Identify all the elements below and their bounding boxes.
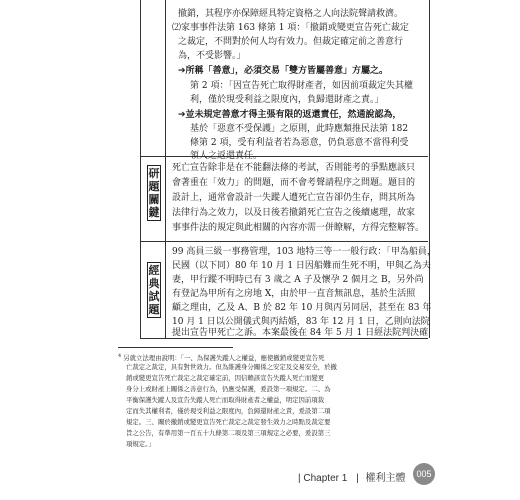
classic-line-1: 99 高員三級一事務管理，103 地特三等一一般行政：「甲為船員， bbox=[172, 247, 436, 257]
classic-line-3: 妻，甲行蹤不明時已有 3 歲之 A 子及懷孕 2 個月之 B，另外尚 bbox=[172, 275, 424, 285]
classic-line-7: 提出宣告甲死亡之訴。本案最後在 84 年 5 月 1 日經法院判決確 bbox=[172, 328, 429, 338]
footnote-line-2: 亡裁定之裁定，具有對世效力。但為維護身分關係之安定及交易安全，於撤 bbox=[126, 363, 337, 371]
arrow-icon: ➔ bbox=[178, 110, 186, 120]
upper-line-1: 撤銷，其程序亦保障經具特定資格之人向法院聲請救濟。 bbox=[178, 9, 404, 19]
page-number: 005 bbox=[416, 469, 432, 479]
upper-line-6: 第 2 項：「因宣告死亡取得財產者，如因前項裁定失其權 bbox=[190, 81, 413, 91]
chapter-number: Chapter 1 bbox=[303, 473, 348, 484]
row-divider-1 bbox=[140, 156, 428, 157]
classic-question-label-text: 經典試題 bbox=[148, 264, 160, 316]
footnote-line-8: 旨之公告，有準用第一百五十九條第二項及第三項規定之必要，爰設第三 bbox=[126, 429, 331, 437]
arrow-icon: ➔ bbox=[178, 66, 186, 76]
footnote-mark: 4 bbox=[118, 353, 122, 359]
footnote-line-7: 規定。三、關於撤銷或變更宣告死亡裁定之裁定發生效力之時點及裁定要 bbox=[126, 418, 331, 426]
upper-line-11: 領人之返還責任。 bbox=[190, 151, 263, 161]
research-line-3: 設計上，通常會設計一失蹤人遭死亡宣告卻仍生存，問其所為 bbox=[172, 193, 416, 203]
running-footer bbox=[298, 469, 405, 484]
table-column-divider bbox=[165, 0, 166, 338]
classic-question-label bbox=[147, 262, 161, 318]
upper-line-5 bbox=[178, 65, 388, 77]
footnote-line-6: 定而失其權利者，僅於現受利益之限度內，負歸還財產之責，爰設第二項 bbox=[126, 407, 331, 415]
upper-line-3: 之裁定，不問對於何人均有效力。但裁定確定前之善意行 bbox=[178, 37, 404, 47]
research-line-1: 死亡宣告除非是在不能翻法條的考試，否則能考的爭點應該只 bbox=[172, 163, 416, 173]
footnote-line-5: 平衡保護失蹤人及宣告失蹤人死亡而取得財產者之權益，明定因前項裁 bbox=[126, 396, 325, 404]
research-line-2: 會著重在「效力」的問題，而不會考聲請程序之問題。題目的 bbox=[172, 178, 416, 188]
good-faith-note: 所稱「善意」，必須交易「雙方皆屬善意」方屬之。 bbox=[185, 66, 389, 76]
classic-line-2: 民國（以下同）80 年 10 月 1 日因船難而生死不明，甲與乙為夫 bbox=[172, 261, 431, 271]
chapter-title: 權利主體 bbox=[365, 473, 406, 484]
upper-line-8 bbox=[178, 109, 402, 121]
footnote-line-3: 銷或變更宣告死亡裁定之裁定確定前，因信賴該宣告失蹤人死亡而變更 bbox=[126, 374, 325, 382]
footnote-line-9: 項規定。」 bbox=[126, 440, 155, 448]
upper-line-10: 條第 2 項，受有利益者若為惡意，仍負惡意不當得利受 bbox=[190, 138, 409, 148]
page-number-badge bbox=[413, 463, 435, 485]
upper-line-2: ⑵家事事件法第 163 條第 1 項：「撤銷或變更宣告死亡裁定 bbox=[172, 23, 409, 33]
footnote-line-1 bbox=[118, 352, 443, 364]
classic-line-6: 10 月 1 日以公開儀式與丙結婚，83 年 12 月 1 日，乙則向法院 bbox=[172, 317, 430, 327]
row-divider-2 bbox=[140, 241, 428, 242]
classic-line-5: 顧之理由，乙及 A、B 於 82 年 10 月與丙另同居，甚至在 83 年 bbox=[172, 303, 432, 313]
upper-line-7: 利，僅於現受利益之限度內，負歸還財產之責。」 bbox=[190, 95, 384, 105]
upper-line-4: 為，不受影響。」 bbox=[178, 51, 246, 61]
footnote-rule bbox=[118, 347, 233, 348]
footer-divider: | bbox=[356, 473, 359, 484]
footnote-text-1: 另就立法理由說明：「一、為保護失蹤人之權益，應使撤銷或變更宣告死 bbox=[123, 354, 325, 363]
research-key-label-text: 研題關鍵 bbox=[148, 167, 160, 219]
upper-line-9: 基於「惡意不受保護」之原則，此時應類推民法第 182 bbox=[190, 124, 409, 134]
research-line-4: 法律行為之效力，以及日後若撤銷死亡宣告之後續處理，故家 bbox=[172, 208, 416, 218]
return-duty-note: 並未規定善意才得主張有限的返還責任，然通說認為， bbox=[185, 110, 402, 120]
research-line-5: 事事件法的規定與此相關的內容亦需一併瞭解，方得完整解答。 bbox=[172, 223, 425, 233]
footer-divider: | bbox=[298, 473, 301, 484]
footnote-line-4: 身分上或財產上關係之善意行為，仍應受保護，爰設第一項規定。二、為 bbox=[126, 385, 331, 393]
research-key-label bbox=[147, 165, 161, 221]
classic-line-4: 有登記為甲所有之房地 X，由於甲一直音無訊息，基於生活照 bbox=[172, 289, 416, 299]
